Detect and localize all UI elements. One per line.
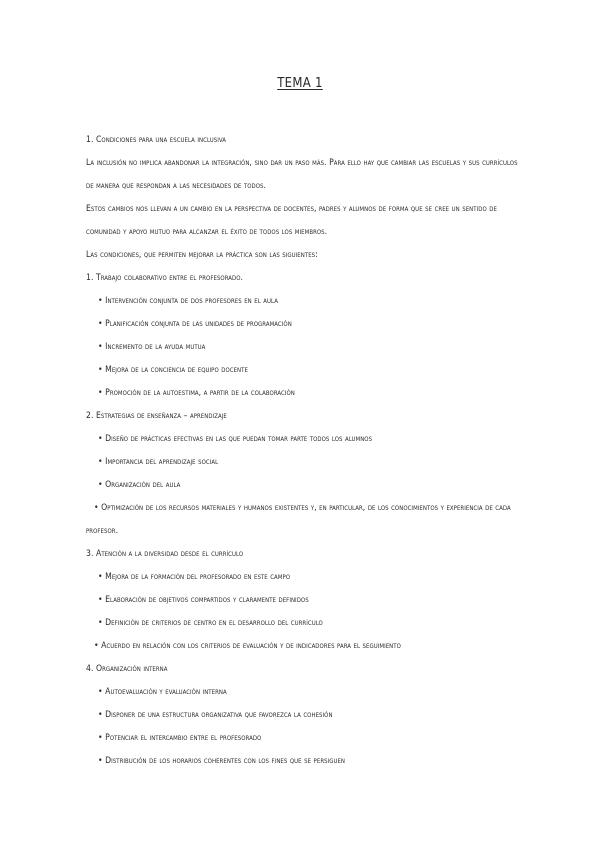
list-item: • Diseño de prácticas efectivas en las que puedan tomar parte todos los alumnos xyxy=(86,428,526,451)
list-item: • Promoción de la autoestima, a partir de la colaboración xyxy=(86,382,526,405)
list-item: • Disponer de una estructura organizativa que favorezca la cohesión xyxy=(86,704,526,727)
document-title xyxy=(0,76,600,91)
list-item: • Organización del aula xyxy=(86,474,526,497)
list-item: • Acuerdo en relación con los criterios de evaluación y de indicadores para el seguimiento xyxy=(86,635,526,658)
list-item: • Distribución de los horarios coherentes con los fines que se persiguen xyxy=(86,750,526,773)
document-title-text: TEMA 1 xyxy=(277,76,323,91)
list-item: • Optimización de los recursos materiales y humanos existentes y, en particular, de los conocimientos y experiencia de cada profesor. xyxy=(86,497,526,543)
paragraph-1: La inclusión no implica abandonar la integración, sino dar un paso más. Para ello hay que cambiar las escuelas y sus currículos de manera que respondan a las necesidades de todos. xyxy=(86,158,518,191)
group-heading-2: 2. Estrategias de enseñanza – aprendizaje xyxy=(86,411,227,421)
list-item: • Importancia del aprendizaje social xyxy=(86,451,526,474)
document-body xyxy=(86,129,526,773)
list-item: • Elaboración de objetivos compartidos y claramente definidos xyxy=(86,589,526,612)
group-heading-3: 3. Atención a la diversidad desde el currículo xyxy=(86,549,244,559)
list-item: • Definición de criterios de centro en el desarrollo del currículo xyxy=(86,612,526,635)
list-item: • Intervención conjunta de dos profesores en el aula xyxy=(86,290,526,313)
paragraph-3: Las condiciones, que permiten mejorar la práctica son las siguientes: xyxy=(86,250,318,260)
group-heading-4: 4. Organización interna xyxy=(86,664,168,674)
group-heading-1: 1. Trabajo colaborativo entre el profesorado. xyxy=(86,273,244,283)
list-item: • Potenciar el intercambio entre el profesorado xyxy=(86,727,526,750)
list-item: • Mejora de la conciencia de equipo docente xyxy=(86,359,526,382)
section-heading: 1. Condiciones para una escuela inclusiva xyxy=(86,135,226,145)
list-item: • Planificación conjunta de las unidades de programación xyxy=(86,313,526,336)
paragraph-2: Estos cambios nos llevan a un cambio en la perspectiva de docentes, padres y alumnos de forma que se cree un sentido de comunidad y apoyo mutuo para alcanzar el éxito de todos los miembros. xyxy=(86,204,497,237)
list-item: • Incremento de la ayuda mutua xyxy=(86,336,526,359)
list-item: • Mejora de la formación del profesorado en este campo xyxy=(86,566,526,589)
list-item: • Autoevaluación y evaluación interna xyxy=(86,681,526,704)
